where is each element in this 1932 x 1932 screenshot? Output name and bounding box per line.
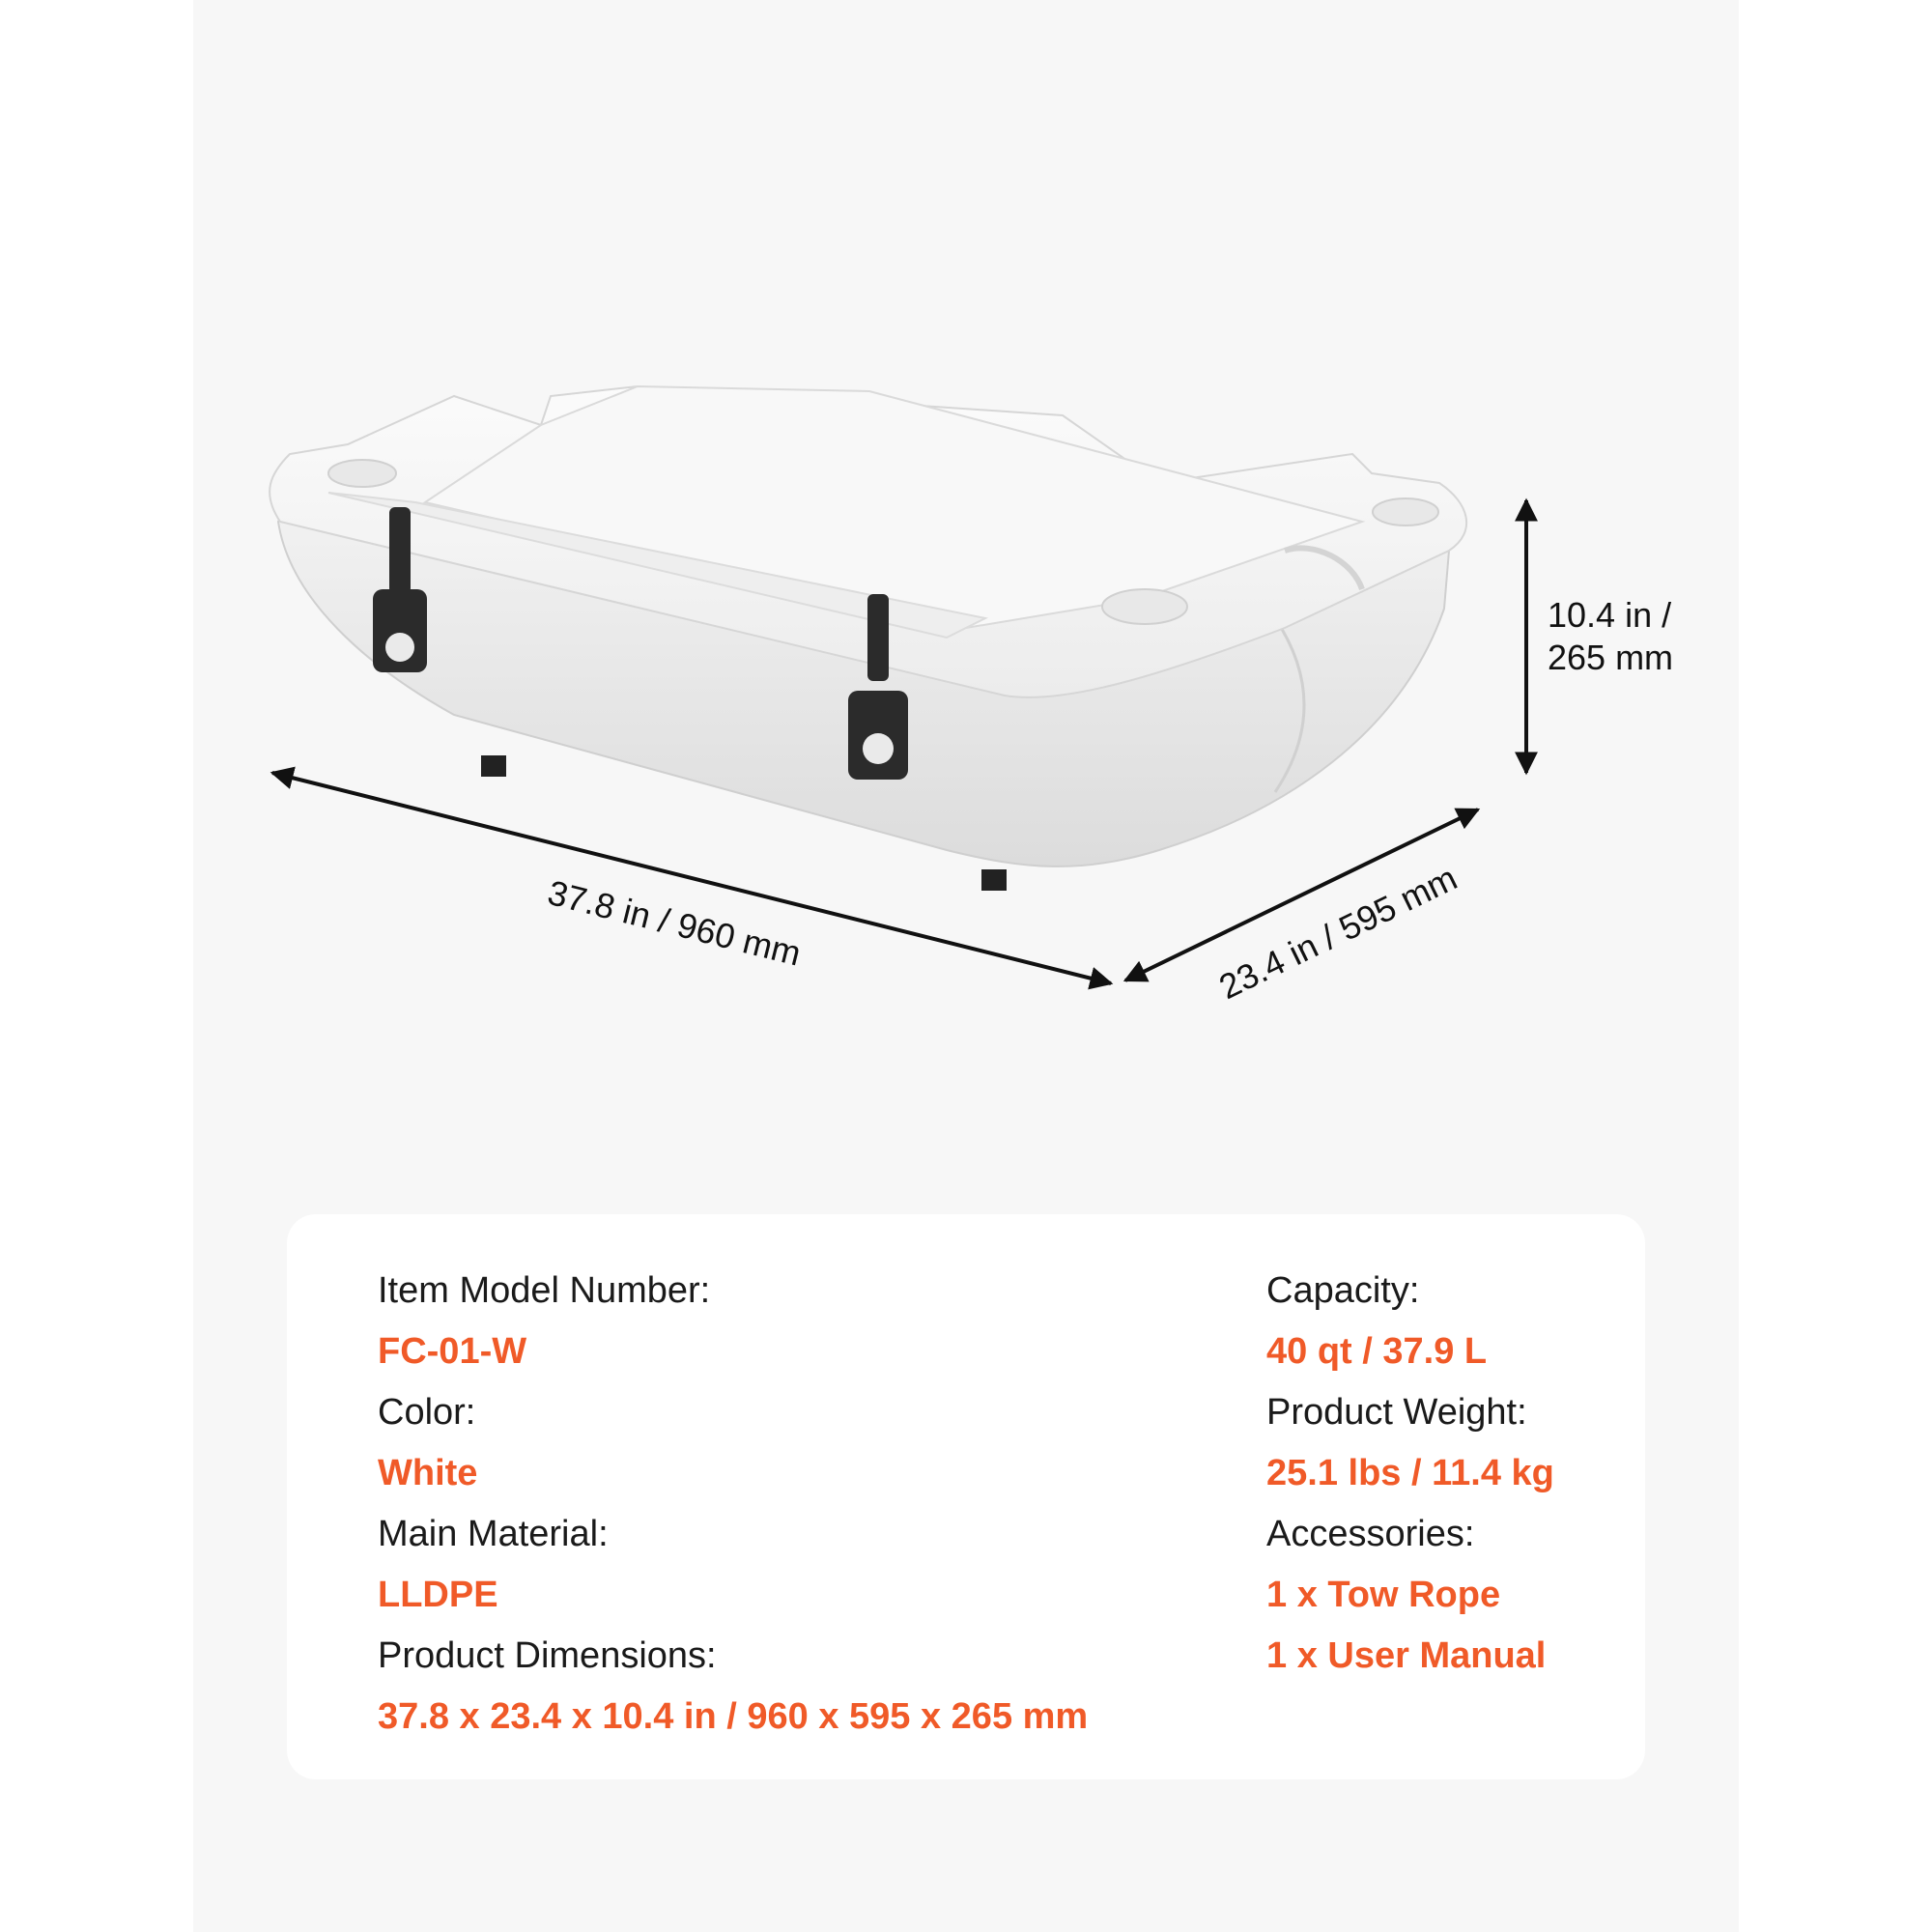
- spec-value-weight: 25.1 lbs / 11.4 kg: [1266, 1453, 1554, 1493]
- spec-value-dimensions: 37.8 x 23.4 x 10.4 in / 960 x 595 x 265 mm: [378, 1696, 1089, 1737]
- spec-value-capacity: 40 qt / 37.9 L: [1266, 1331, 1488, 1372]
- length-label: 37.8 in / 960 mm: [544, 871, 806, 974]
- spec-label-weight: Product Weight:: [1266, 1392, 1527, 1433]
- spec-column-left: [378, 1261, 1088, 1747]
- foot: [981, 869, 1007, 891]
- cup-holder: [1373, 498, 1438, 526]
- spec-value-color: White: [378, 1453, 478, 1493]
- cup-holder: [328, 460, 396, 487]
- spec-label-accessories: Accessories:: [1266, 1514, 1475, 1554]
- cup-holder: [1102, 589, 1187, 624]
- height-label-line1: 10.4 in /: [1548, 595, 1672, 635]
- foot: [481, 755, 506, 777]
- spec-label-color: Color:: [378, 1392, 476, 1433]
- spec-label-material: Main Material:: [378, 1514, 609, 1554]
- spec-label-model: Item Model Number:: [378, 1270, 711, 1311]
- width-label: 23.4 in / 595 mm: [1212, 857, 1463, 1008]
- spec-value-accessory-1: 1 x Tow Rope: [1266, 1575, 1501, 1615]
- spec-column-right: [1266, 1261, 1554, 1687]
- spec-card: [287, 1214, 1645, 1779]
- height-label: [1548, 594, 1673, 679]
- spec-label-capacity: Capacity:: [1266, 1270, 1420, 1311]
- spec-label-dimensions: Product Dimensions:: [378, 1635, 717, 1676]
- spec-value-accessory-2: 1 x User Manual: [1266, 1635, 1547, 1676]
- spec-value-model: FC-01-W: [378, 1331, 527, 1372]
- height-label-line2: 265 mm: [1548, 638, 1674, 677]
- spec-value-material: LLDPE: [378, 1575, 498, 1615]
